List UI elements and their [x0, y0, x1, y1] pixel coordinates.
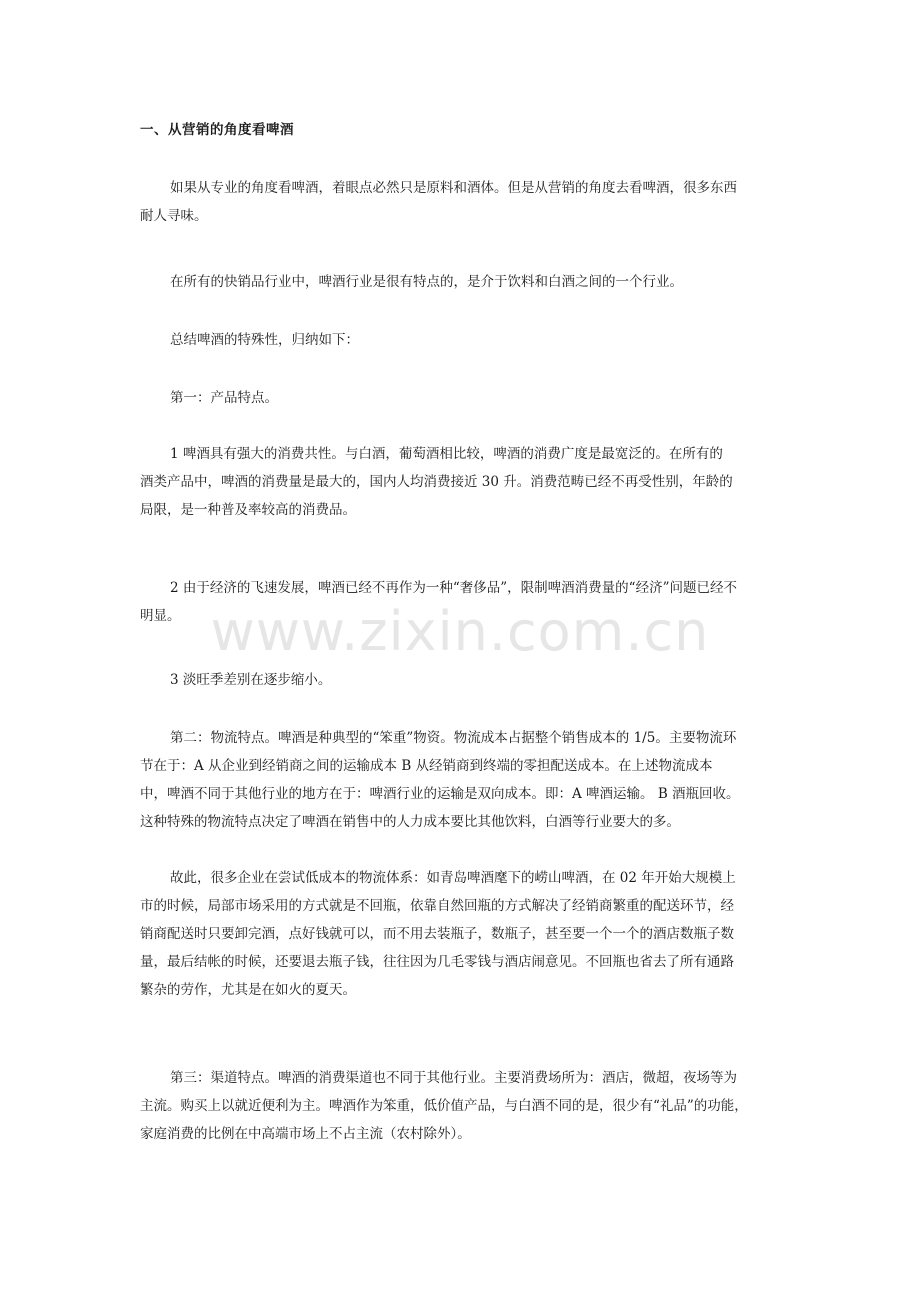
paragraph-point-1: [140, 440, 790, 524]
text-line: 酒类产品中，啤酒的消费量是最大的，国内人均消费接近 30 升。消费范畴已经不再受性别，年龄的: [140, 474, 733, 490]
text-line: 第二：物流特点。啤酒是种典型的“笨重”物资。物流成本占据整个销售成本的 1/5。主要物流环: [170, 730, 737, 746]
text-line: 中，啤酒不同于其他行业的地方在于：啤酒行业的运输是双向成本。即：A 啤酒运输。 B 酒瓶回收。: [140, 786, 740, 802]
text-line: 第三：渠道特点。啤酒的消费渠道也不同于其他行业。主要消费场所为：酒店，微超，夜场等为: [170, 1070, 737, 1086]
text-line: 节在于：A 从企业到经销商之间的运输成本 B 从经销商到终端的零担配送成本。在上述物流成本: [140, 758, 713, 774]
paragraph-point-3: [140, 666, 790, 694]
text-line: 1 啤酒具有强大的消费共性。与白酒，葡萄酒相比较，啤酒的消费广度是最宽泛的。在所有的: [170, 446, 723, 462]
text-line: 耐人寻味。: [140, 208, 208, 224]
text-line: 故此，很多企业在尝试低成本的物流体系：如青岛啤酒麾下的崂山啤酒，在 02 年开始大规模上: [170, 870, 736, 886]
paragraph-summary: [140, 326, 790, 354]
text-line: 明显。: [140, 608, 181, 624]
text-line: 总结啤酒的特殊性，归纳如下：: [170, 332, 359, 348]
text-line: 这种特殊的物流特点决定了啤酒在销售中的人力成本要比其他饮料，白酒等行业要大的多。: [140, 814, 680, 830]
paragraph-logistics: [140, 724, 790, 836]
paragraph-product-heading: [140, 384, 790, 412]
text-line: 家庭消费的比例在中高端市场上不占主流（农村除外）。: [140, 1126, 471, 1142]
text-line: 繁杂的劳作，尤其是在如火的夏天。: [140, 982, 356, 998]
text-line: 在所有的快销品行业中，啤酒行业是很有特点的，是介于饮料和白酒之间的一个行业。: [170, 274, 683, 290]
text-line: 2 由于经济的飞速发展，啤酒已经不再作为一种“奢侈品”，限制啤酒消费量的“经济”问题已经不: [170, 580, 737, 596]
text-line: 销商配送时只要卸完酒，点好钱就可以，而不用去装瓶子，数瓶子，甚至要一个一个的酒店数瓶子数: [140, 926, 734, 942]
text-line: 量，最后结帐的时候，还要退去瓶子钱，往往因为几毛零钱与酒店闹意见。不回瓶也省去了所有通路: [140, 954, 734, 970]
paragraph-industry: [140, 268, 790, 296]
text-line: 局限，是一种普及率较高的消费品。: [140, 502, 356, 518]
text-line: 市的时候，局部市场采用的方式就是不回瓶，依靠自然回瓶的方式解决了经销商繁重的配送环节，经: [140, 898, 734, 914]
watermark: www.zixin.com.cn: [210, 600, 710, 663]
paragraph-channel: [140, 1064, 790, 1148]
text-line: 第一：产品特点。: [170, 390, 278, 406]
paragraph-low-cost-logistics: [140, 864, 790, 1004]
section-heading: 一、从营销的角度看啤酒: [140, 122, 294, 138]
text-line: 如果从专业的角度看啤酒，着眼点必然只是原料和酒体。但是从营销的角度去看啤酒，很多东西: [170, 180, 737, 196]
text-line: 主流。购买上以就近便利为主。啤酒作为笨重，低价值产品，与白酒不同的是，很少有“礼品”的功能，: [140, 1098, 748, 1114]
paragraph-intro: [140, 174, 790, 230]
text-line: 3 淡旺季差别在逐步缩小。: [170, 672, 332, 688]
paragraph-point-2: [140, 574, 790, 630]
